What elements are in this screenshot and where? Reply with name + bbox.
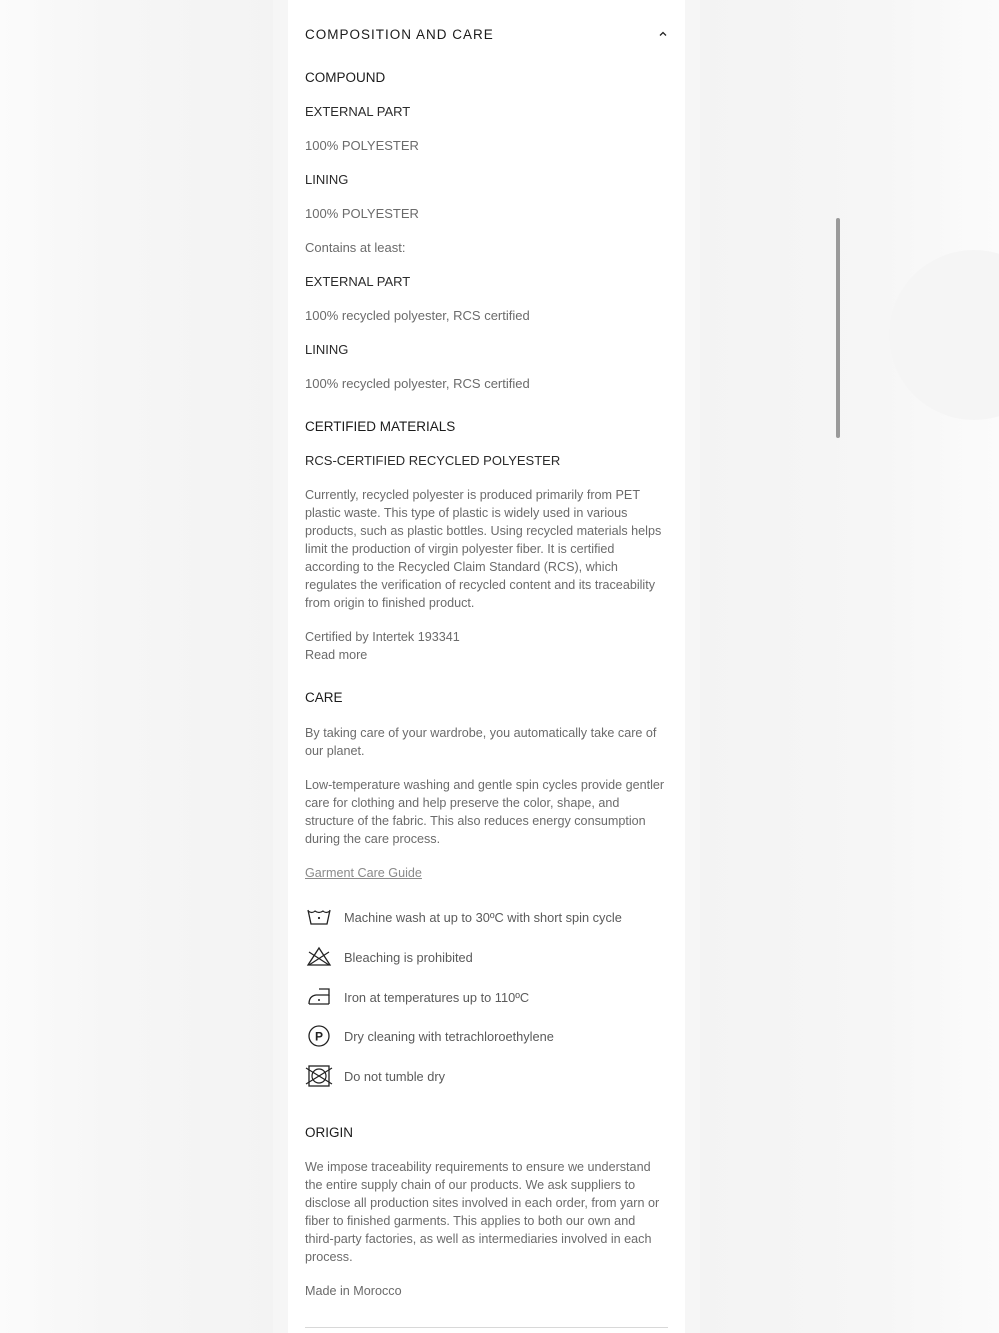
external-part-recycled-value: 100% recycled polyester, RCS certified xyxy=(305,308,530,323)
iron-icon xyxy=(305,985,333,1009)
contains-note: Contains at least: xyxy=(305,240,406,255)
composition-care-toggle[interactable] xyxy=(305,24,668,44)
origin-heading: ORIGIN xyxy=(305,1125,354,1140)
rcs-description: Currently, recycled polyester is produced primarily from PET plastic waste. This type of plastic is widely used in various products, such as plastic bottles. Using recycled materials helps limit the production of virgin polyester fiber. It is certified according to the Recycled Claim Standard (RCS), which regulates the verification of recycled content and its traceability from origin to finished product. xyxy=(305,488,662,610)
certified-materials-heading: CERTIFIED MATERIALS xyxy=(305,419,456,434)
lining-label: LINING xyxy=(305,172,349,187)
care-instruction-row xyxy=(305,1024,554,1048)
lining-recycled-value: 100% recycled polyester, RCS certified xyxy=(305,376,530,391)
care-instruction-row xyxy=(305,945,473,969)
external-part-value: 100% POLYESTER xyxy=(305,138,419,153)
external-part-label: EXTERNAL PART xyxy=(305,104,411,119)
care-instruction-text: Iron at temperatures up to 110ºC xyxy=(344,989,530,1005)
dry-clean-p-icon xyxy=(305,1024,333,1048)
chevron-up-icon[interactable] xyxy=(658,29,668,39)
origin-text: We impose traceability requirements to ensure we understand the entire supply chain of our products. We ask suppliers to disclose all production sites involved in each order, from yarn or fiber to finished garments. This applies to both our own and third-party factories, as well as intermediaries involved in each process. xyxy=(305,1160,660,1264)
section-divider xyxy=(305,1327,668,1328)
certified-by: Certified by Intertek 193341 xyxy=(305,630,460,644)
read-more-link[interactable]: Read more xyxy=(305,648,368,662)
scrollbar-thumb[interactable] xyxy=(836,218,840,438)
background-left xyxy=(0,0,275,1333)
no-bleach-icon xyxy=(305,945,333,969)
care-instruction-text: Dry cleaning with tetrachloroethylene xyxy=(344,1028,554,1044)
care-instruction-text: Bleaching is prohibited xyxy=(344,949,473,965)
rcs-polyester-subheading: RCS-CERTIFIED RECYCLED POLYESTER xyxy=(305,453,561,468)
care-intro: By taking care of your wardrobe, you automatically take care of our planet. xyxy=(305,726,657,758)
care-heading: CARE xyxy=(305,690,343,705)
made-in: Made in Morocco xyxy=(305,1284,402,1298)
no-tumble-dry-icon xyxy=(305,1064,333,1088)
background-right xyxy=(699,0,999,1333)
external-part-label-recycled: EXTERNAL PART xyxy=(305,274,411,289)
care-instruction-row xyxy=(305,905,622,929)
garment-care-guide-link[interactable]: Garment Care Guide xyxy=(305,866,422,880)
background-shape xyxy=(889,250,999,420)
svg-text:P: P xyxy=(314,1029,324,1044)
care-details: Low-temperature washing and gentle spin cycles provide gentler care for clothing and help preserve the color, shape, and structure of the fabric. This also reduces energy consumption during the care process. xyxy=(305,778,665,846)
care-instruction-row xyxy=(305,1064,445,1088)
care-instruction-text: Machine wash at up to 30ºC with short spin cycle xyxy=(344,909,622,925)
lining-label-recycled: LINING xyxy=(305,342,349,357)
section-title: COMPOSITION AND CARE xyxy=(305,26,494,42)
compound-heading: COMPOUND xyxy=(305,70,386,85)
care-instruction-row xyxy=(305,985,529,1009)
lining-value: 100% POLYESTER xyxy=(305,206,419,221)
care-instruction-text: Do not tumble dry xyxy=(344,1068,446,1084)
machine-wash-icon xyxy=(305,905,333,929)
